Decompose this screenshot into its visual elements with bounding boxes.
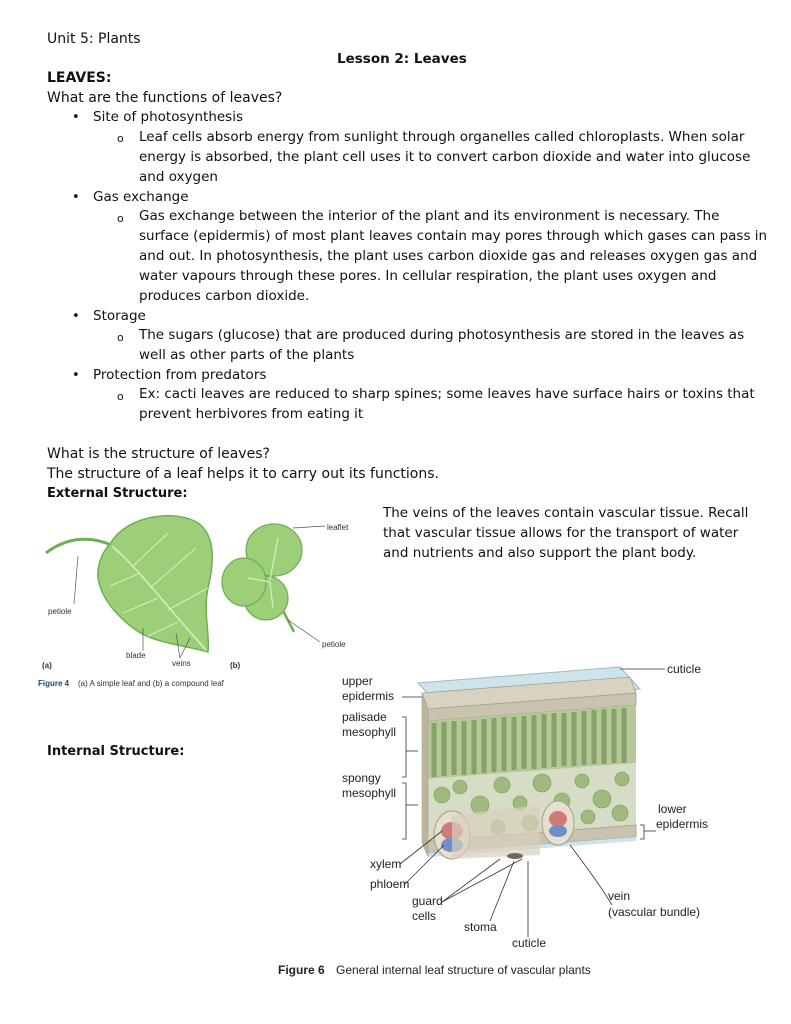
bullet-dot-icon: • — [72, 368, 80, 383]
function-title: Storage — [93, 308, 146, 324]
palisade-mesophyll-label: palisade — [342, 710, 387, 724]
section-title: LEAVES: — [47, 70, 112, 86]
circle-bullet-icon: o — [117, 132, 124, 145]
leaflet-label: leaflet — [327, 523, 349, 532]
figure-6-number: Figure 6 — [278, 963, 325, 977]
leaf-cross-section-image — [418, 667, 640, 859]
function-detail-line: produces carbon dioxide. — [139, 288, 310, 304]
function-detail-line: Leaf cells absorb energy from sunlight through organelles called chloroplasts. When solar — [139, 129, 745, 145]
veins-note-line: The veins of the leaves contain vascular tissue. Recall — [383, 505, 749, 521]
cuticle-top-label: cuticle — [667, 662, 702, 676]
petiole-label-a: petiole — [48, 607, 72, 616]
spongy-mesophyll-label: mesophyll — [342, 786, 397, 800]
function-detail-line: prevent herbivores from eating it — [139, 406, 364, 422]
bullet-dot-icon: • — [72, 110, 80, 125]
vein-label: vein — [608, 889, 631, 903]
veins-label: veins — [172, 659, 191, 668]
function-detail-line: and oxygen — [139, 169, 218, 185]
external-structure-heading: External Structure: — [47, 486, 188, 501]
structure-statement: The structure of a leaf helps it to carry out its functions. — [47, 466, 439, 482]
circle-bullet-icon: o — [117, 331, 124, 344]
guard-cells-label: cells — [412, 909, 437, 923]
upper-epidermis-label: epidermis — [342, 689, 395, 703]
phloem-label: phloem — [370, 877, 410, 891]
lower-epidermis-label: lower — [658, 802, 687, 816]
cuticle-bottom-label: cuticle — [512, 936, 547, 950]
figure-4-leaves — [38, 508, 368, 692]
veins-note-line: and nutrients and also support the plant body. — [383, 545, 697, 561]
palisade-mesophyll-label: mesophyll — [342, 725, 397, 739]
function-detail-line: water vapours through these pores. In cellular respiration, the plant uses oxygen and — [139, 268, 717, 284]
figure-4-caption: (a) A simple leaf and (b) a compound leaf — [78, 679, 224, 688]
figure-4-number: Figure 4 — [38, 679, 70, 688]
bullet-dot-icon: • — [72, 309, 80, 324]
functions-question: What are the functions of leaves? — [47, 90, 283, 106]
upper-epidermis-label: upper — [342, 674, 373, 688]
figure-6-leaf-cross-section — [278, 655, 730, 985]
function-detail-line: well as other parts of the plants — [139, 347, 355, 363]
guard-cells-label: guard — [412, 894, 443, 908]
function-title: Site of photosynthesis — [93, 109, 244, 125]
compound-leaf-image — [222, 524, 302, 632]
function-detail-line: Ex: cacti leaves are reduced to sharp spines; some leaves have surface hairs or toxins that — [139, 386, 755, 402]
function-title: Gas exchange — [93, 189, 189, 205]
label-b: (b) — [230, 661, 241, 670]
xylem-label: xylem — [370, 857, 402, 871]
function-detail-line: energy is absorbed, the plant cell uses it to convert carbon dioxide and water into glucose — [139, 149, 751, 165]
vein-label: (vascular bundle) — [608, 905, 701, 919]
lower-epidermis-label: epidermis — [656, 817, 709, 831]
lesson-title: Lesson 2: Leaves — [337, 51, 467, 67]
function-detail-line: Gas exchange between the interior of the plant and its environment is necessary. The — [139, 208, 720, 224]
circle-bullet-icon: o — [117, 390, 124, 403]
internal-structure-heading: Internal Structure: — [47, 744, 185, 759]
structure-question: What is the structure of leaves? — [47, 446, 270, 462]
function-detail-line: The sugars (glucose) that are produced during photosynthesis are stored in the leaves as — [139, 327, 745, 343]
label-a: (a) — [42, 661, 52, 670]
blade-label: blade — [126, 651, 146, 660]
stoma-label: stoma — [464, 920, 497, 934]
simple-leaf-image — [46, 516, 212, 652]
bullet-dot-icon: • — [72, 190, 80, 205]
function-detail-line: and out. In photosynthesis, the plant uses carbon dioxide gas and releases oxygen gas and — [139, 248, 758, 264]
spongy-mesophyll-label: spongy — [342, 771, 381, 785]
function-detail-line: surface (epidermis) of most plant leaves contain may pores through which gases can pass in — [139, 228, 768, 244]
veins-note-line: that vascular tissue allows for the transport of water — [383, 525, 739, 541]
circle-bullet-icon: o — [117, 212, 124, 225]
function-title: Protection from predators — [93, 367, 267, 383]
figure-6-caption: General internal leaf structure of vascular plants — [336, 963, 591, 977]
petiole-label-b: petiole — [322, 640, 346, 649]
unit-title: Unit 5: Plants — [47, 31, 141, 47]
